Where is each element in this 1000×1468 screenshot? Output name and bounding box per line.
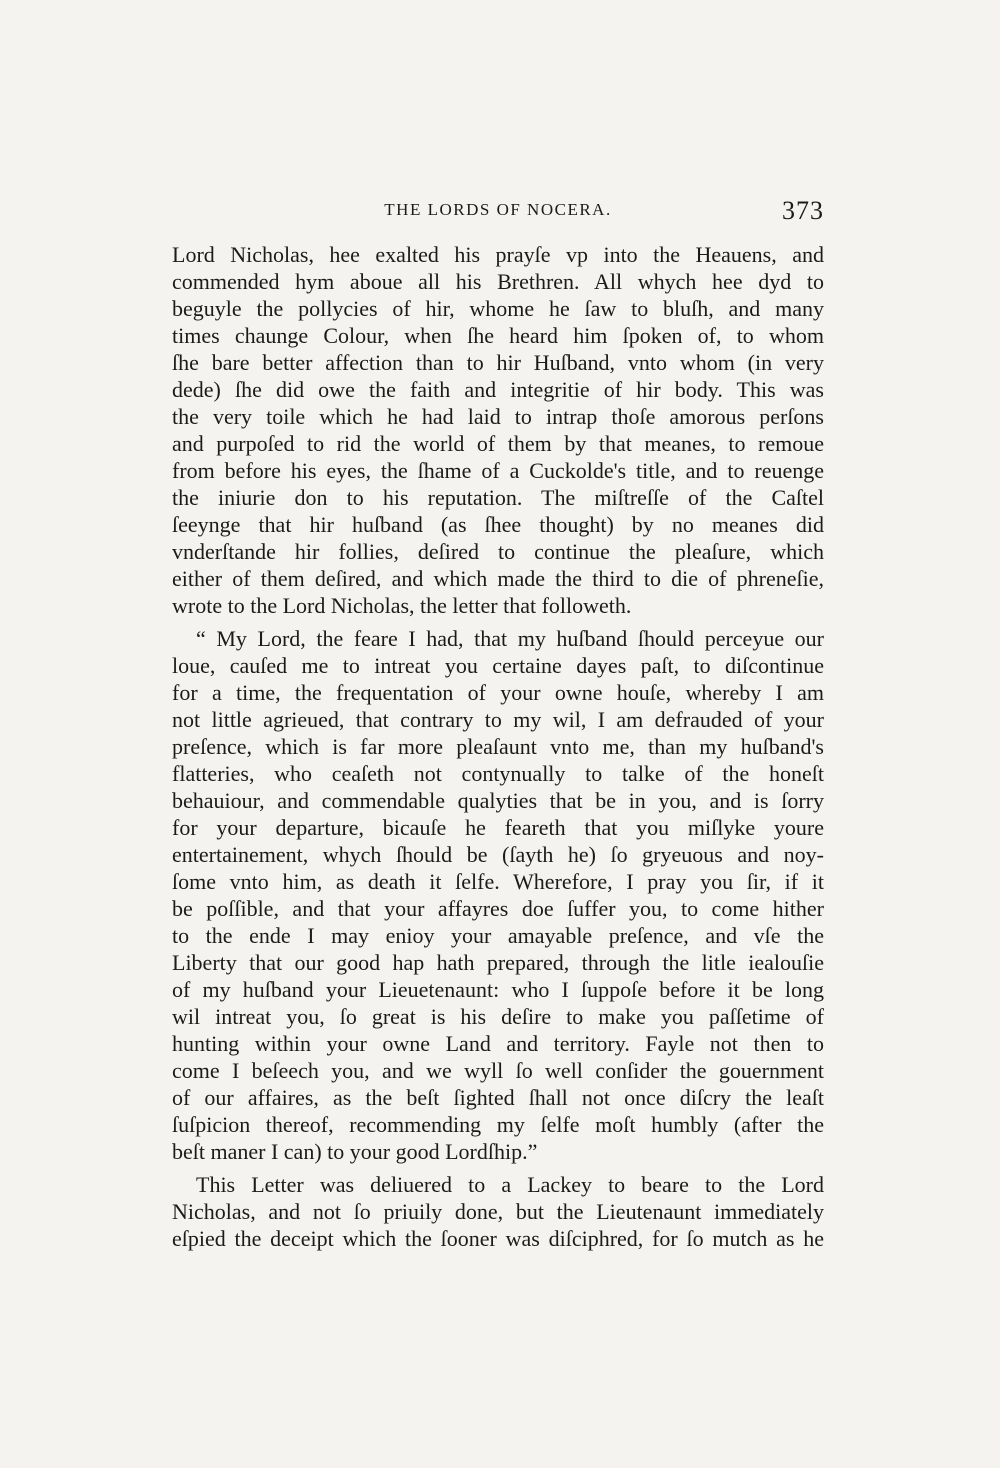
paragraph-1 xyxy=(172,241,824,619)
text-line: loue, cauſed me to intreat you certaine dayes paſt, to diſcontinue xyxy=(172,653,824,678)
text-line: behauiour, and commendable qualyties that be in you, and is ſorry xyxy=(172,788,824,813)
text-line: hunting within your owne Land and territory. Fayle not then to xyxy=(172,1031,824,1056)
body-text xyxy=(172,241,824,1258)
text-line: of our affaires, as the beſt ſighted ſhall not once diſcry the leaſt xyxy=(172,1085,824,1110)
text-line: ſeeynge that hir huſband (as ſhee thought) by no meanes did xyxy=(172,512,824,537)
text-line: dede) ſhe did owe the faith and integritie of hir body. This was xyxy=(172,377,824,402)
text-line: for a time, the frequentation of your owne houſe, whereby I am xyxy=(172,680,824,705)
text-line: preſence, which is far more pleaſaunt vnto me, than my huſband's xyxy=(172,734,824,759)
text-line: and purpoſed to rid the world of them by that meanes, to remoue xyxy=(172,431,824,456)
running-title: THE LORDS OF NOCERA. xyxy=(384,200,612,219)
text-line: eſpied the deceipt which the ſooner was diſciphred, for ſo mutch as he xyxy=(172,1226,824,1251)
text-line: wil intreat you, ſo great is his deſire to make you paſſetime of xyxy=(172,1004,824,1029)
text-line: Liberty that our good hap hath prepared, through the litle iealouſie xyxy=(172,950,824,975)
text-line: flatteries, who ceaſeth not contynually to talke of the honeſt xyxy=(172,761,824,786)
text-line: the iniurie don to his reputation. The miſtreſſe of the Caſtel xyxy=(172,485,824,510)
text-line: not little agrieued, that contrary to my wil, I am defrauded of your xyxy=(172,707,824,732)
text-line: Lord Nicholas, hee exalted his prayſe vp into the Heauens, and xyxy=(172,242,824,267)
running-head xyxy=(172,196,824,236)
text-line: Nicholas, and not ſo priuily done, but the Lieutenaunt immediately xyxy=(172,1199,824,1224)
text-line: times chaunge Colour, when ſhe heard him ſpoken of, to whom xyxy=(172,323,824,348)
paragraph-3 xyxy=(172,1171,824,1252)
text-line: from before his eyes, the ſhame of a Cuckolde's title, and to reuenge xyxy=(172,458,824,483)
paragraph-2-letter xyxy=(172,625,824,1165)
text-line: vnderſtande hir follies, deſired to continue the pleaſure, which xyxy=(172,539,824,564)
text-line: be poſſible, and that your affayres doe ſuffer you, to come hither xyxy=(172,896,824,921)
text-line: of my huſband your Lieuetenaunt: who I ſuppoſe before it be long xyxy=(172,977,824,1002)
text-line: for your departure, bicauſe he feareth that you miſlyke youre xyxy=(172,815,824,840)
text-line: either of them deſired, and which made the third to die of phreneſie, xyxy=(172,566,824,591)
text-line: wrote to the Lord Nicholas, the letter that followeth. xyxy=(172,593,632,618)
text-line: ſhe bare better affection than to hir Huſband, vnto whom (in very xyxy=(172,350,824,375)
text-line: “ My Lord, the feare I had, that my huſband ſhould perceyue our xyxy=(196,626,824,651)
text-line: entertainement, whych ſhould be (ſayth he) ſo gryeuous and noy- xyxy=(172,842,824,867)
text-line: ſome vnto him, as death it ſelfe. Wherefore, I pray you ſir, if it xyxy=(172,869,824,894)
text-line: commended hym aboue all his Brethren. All whych hee dyd to xyxy=(172,269,824,294)
page-number: 373 xyxy=(782,196,824,225)
text-line: ſuſpicion thereof, recommending my ſelfe moſt humbly (after the xyxy=(172,1112,824,1137)
text-line: beguyle the pollycies of hir, whome he ſaw to bluſh, and many xyxy=(172,296,824,321)
text-line: the very toile which he had laid to intrap thoſe amorous perſons xyxy=(172,404,824,429)
text-line: come I beſeech you, and we wyll ſo well conſider the gouernment xyxy=(172,1058,824,1083)
text-line: This Letter was deliuered to a Lackey to beare to the Lord xyxy=(196,1172,824,1197)
text-line: beſt maner I can) to your good Lordſhip.” xyxy=(172,1139,538,1164)
text-line: to the ende I may enioy your amayable preſence, and vſe the xyxy=(172,923,824,948)
